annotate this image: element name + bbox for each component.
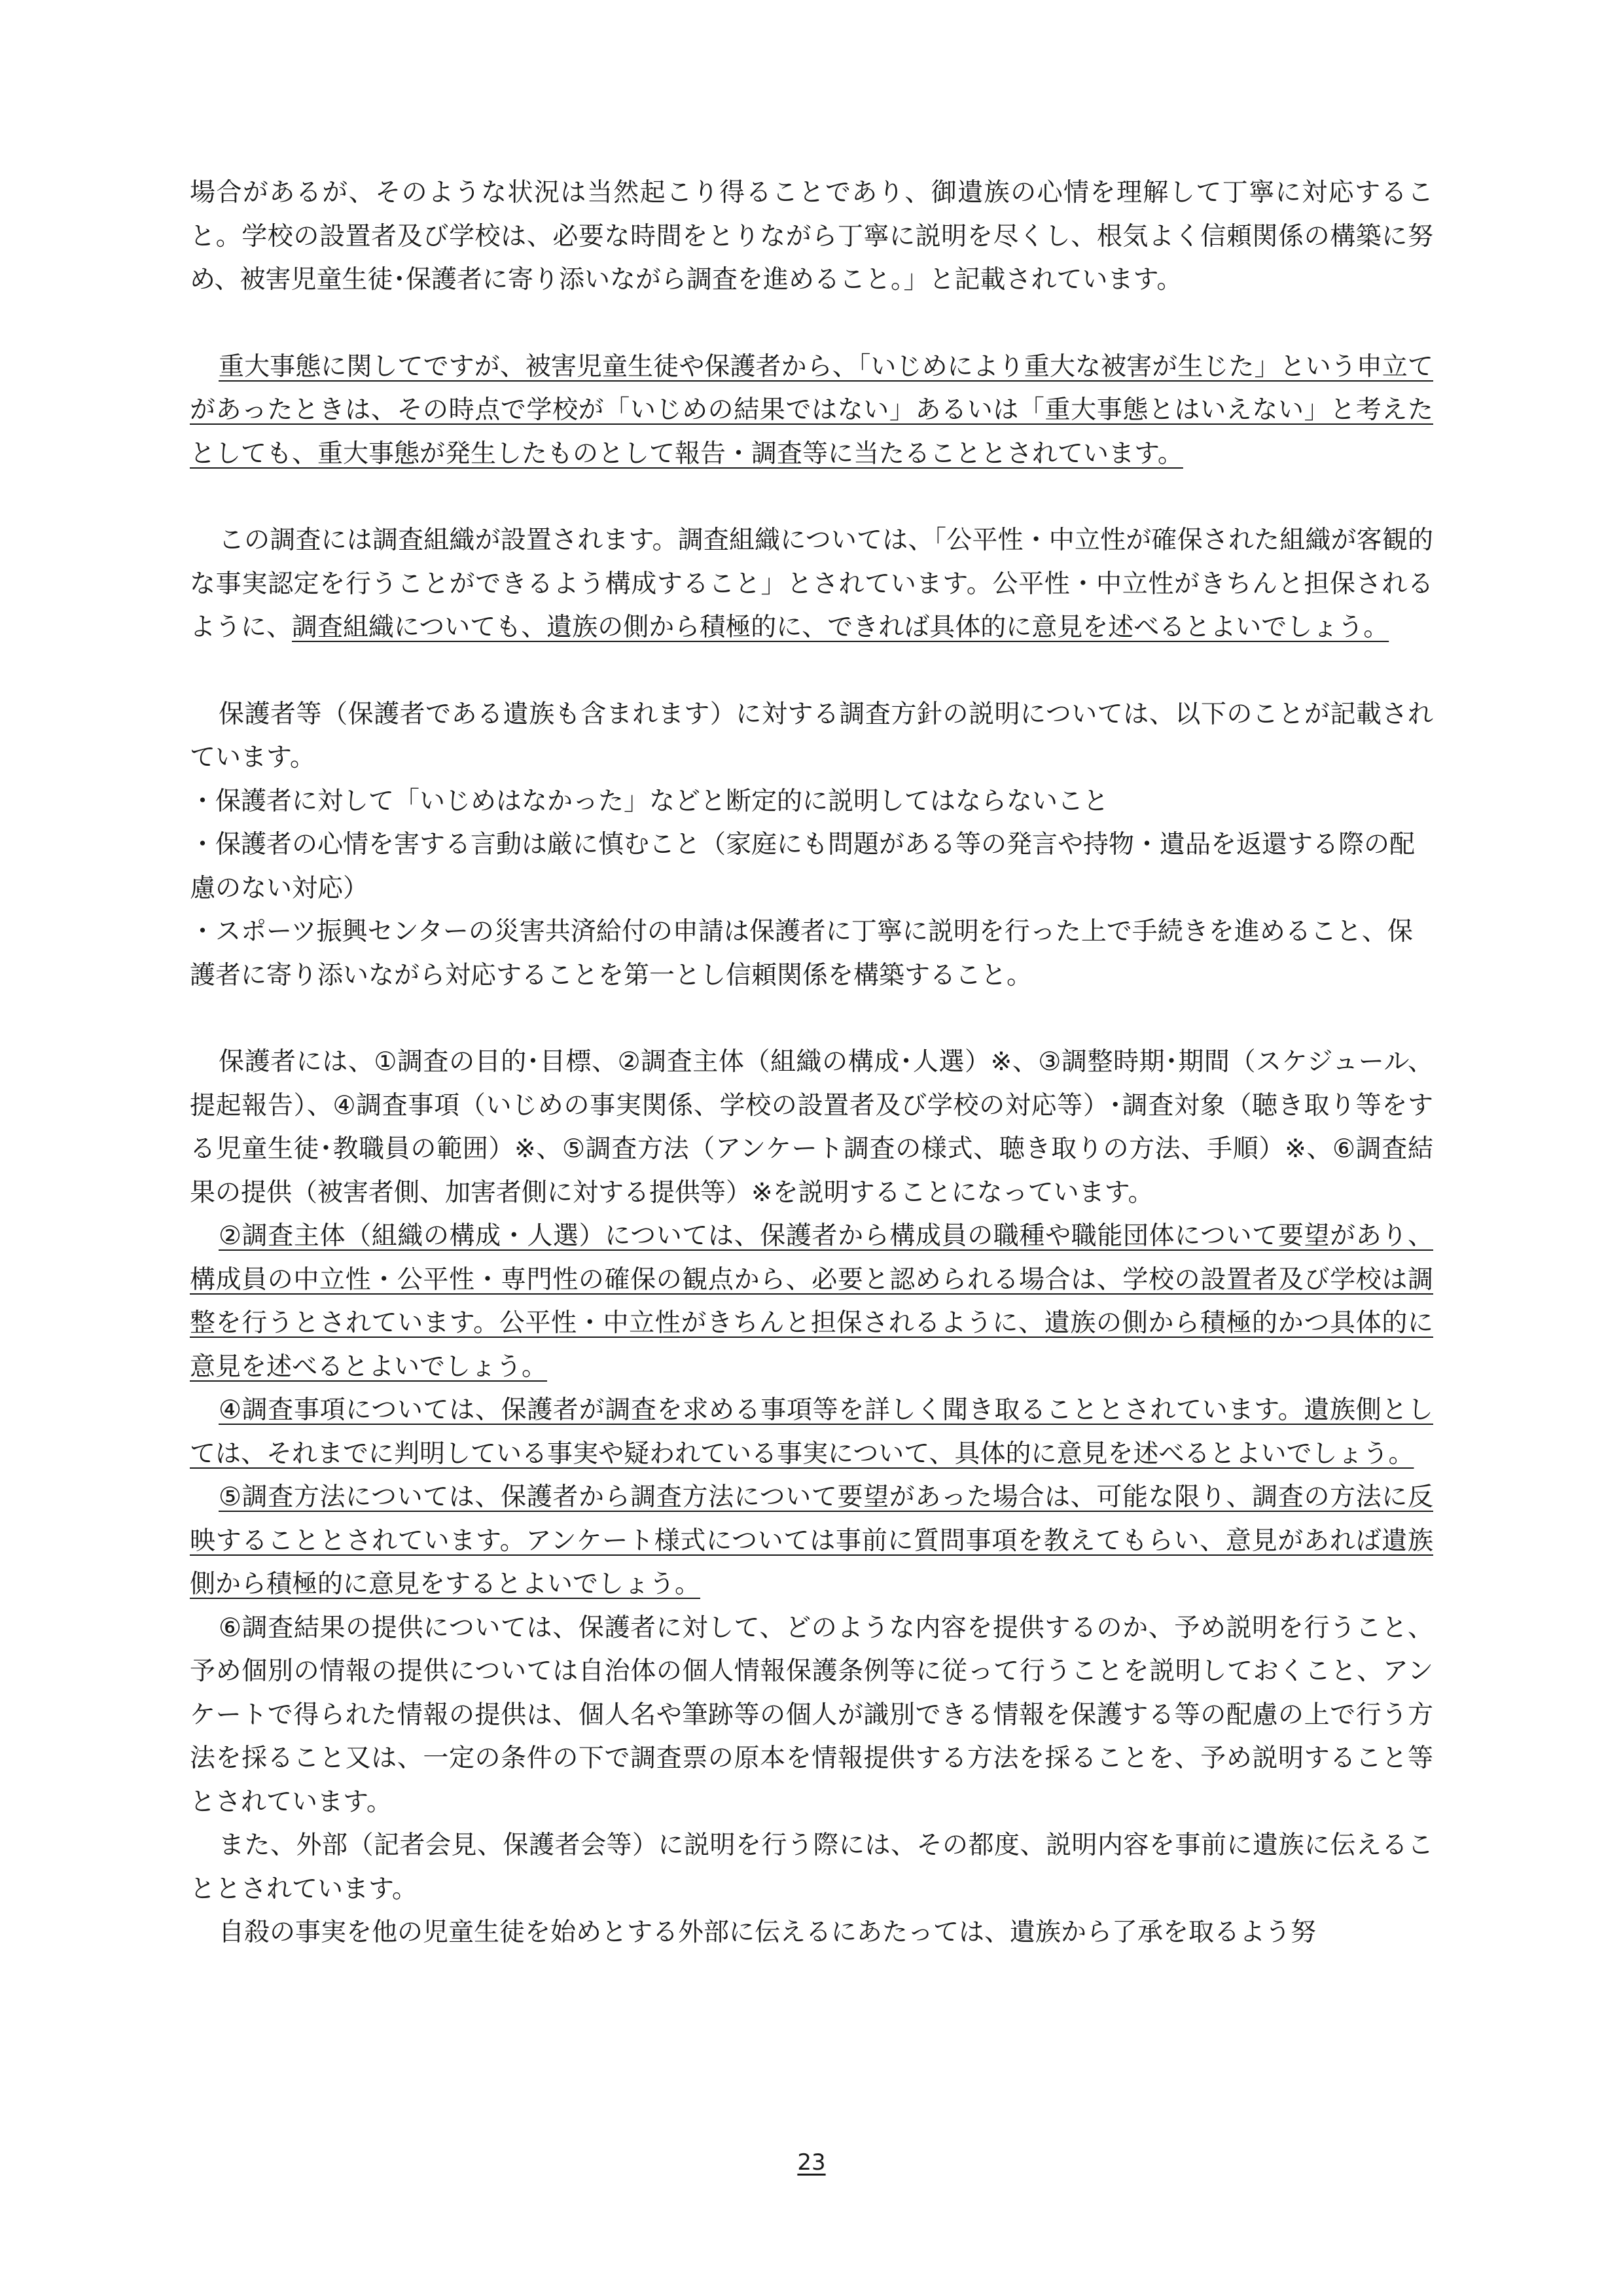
paragraph-investigation-organization [190,519,1433,650]
paragraph-serious-incident [190,346,1433,476]
underlined-text: ②調査主体（組織の構成・人選）については、保護者から構成員の職種や職能団体について要望があり、構成員の中立性・公平性・専門性の確保の観点から、必要と認められる場合は、学校の設置者及び学校は調整を行うとされています。公平性・中立性がきちんと担保されるように、遺族の側から積極的かつ具体的に意見を述べるとよいでしょう。 [190,1221,1433,1382]
paragraph-explanation-policy: 保護者等（保護者である遺族も含まれます）に対する調査方針の説明については、以下のことが記載されています。 [190,699,1433,772]
underlined-text: 調査組織についても、遺族の側から積極的に、できれば具体的に意見を述べるとよいでしょう。 [292,613,1389,642]
bullet-item: ・スポーツ振興センターの災害共済給付の申請は保護者に丁寧に説明を行った上で手続きを進めること、保護者に寄り添いながら対応することを第一とし信頼関係を構築すること。 [190,917,1413,990]
bullet-item: ・保護者に対して「いじめはなかった」などと断定的に説明してはならないこと [190,786,1109,816]
paragraph-gap [190,650,1433,693]
paragraph-results-provision: ⑥調査結果の提供については、保護者に対して、どのような内容を提供するのか、予め説明を行うこと、予め個別の情報の提供については自治体の個人情報保護条例等に従って行うことを説明しておくこと、アンケートで得られた情報の提供は、個人名や筆跡等の個人が識別できる情報を保護する等の配慮の上で行う方法を採ること又は、一定の条件の下で調査票の原本を情報提供する方法を採ることを、予め説明すること等とされています。 [190,1613,1433,1817]
paragraph-gap [190,997,1433,1041]
page-number [0,2149,1623,2176]
paragraph-suicide-disclosure: 自殺の事実を他の児童生徒を始めとする外部に伝えるにあたっては、遺族から了承を取るよう努 [219,1918,1317,1947]
paragraph-gap [190,302,1433,346]
paragraph-continuation: 場合があるが、そのような状況は当然起こり得ることであり、御遺族の心情を理解して丁寧に対応すること。学校の設置者及び学校は、必要な時間をとりながら丁寧に説明を尽くし、根気よく信頼関係の構築に努め、被害児童生徒･保護者に寄り添いながら調査を進めること。」と記載されています。 [190,178,1433,295]
underlined-text: ⑤調査方法については、保護者から調査方法について要望があった場合は、可能な限り、調査の方法に反映することとされています。アンケート様式については事前に質問事項を教えてもらい、意見があれば遺族側から積極的に意見をするとよいでしょう。 [190,1482,1433,1599]
page-number-text: 23 [797,2149,826,2176]
paragraph-external-explanation: また、外部（記者会見、保護者会等）に説明を行う際には、その都度、説明内容を事前に遺族に伝えることとされています。 [190,1831,1433,1904]
plain-text: この調査には調査組織が設置されます。調査組織については、「公平性・中立性が確保された組織が客観的な事実認定を行うことができるよう構成すること」とされています。公平性・中立性がきちんと担保されるように、 [190,526,1433,642]
underlined-text: 重大事態に関してですが、被害児童生徒や保護者から、「いじめにより重大な被害が生じた」という申立てがあったときは、その時点で学校が「いじめの結果ではない」あるいは「重大事態とはいえない」と考えたとしても、重大事態が発生したものとして報告・調査等に当たることとされています。 [190,351,1433,469]
document-body [190,171,1433,1955]
paragraph-guardian-items: 保護者には、①調査の目的･目標、②調査主体（組織の構成･人選）※、③調整時期･期間（スケジュール、提起報告）、④調査事項（いじめの事実関係、学校の設置者及び学校の対応等）･調査対象（聴き取り等をする児童生徒･教職員の範囲）※、⑤調査方法（アンケート調査の様式、聴き取りの方法、手順）※、⑥調査結果の提供（被害者側、加害者側に対する提供等）※を説明することになっています。 [190,1047,1433,1208]
bullet-item: ・保護者の心情を害する言動は厳に慎むこと（家庭にも問題がある等の発言や持物・遺品を返還する際の配慮のない対応） [190,830,1416,903]
paragraph-investigation-method [190,1476,1433,1607]
paragraph-investigation-matters [190,1389,1433,1476]
paragraph-investigation-subject [190,1215,1433,1389]
paragraph-gap [190,476,1433,519]
underlined-text: ④調査事項については、保護者が調査を求める事項等を詳しく聞き取ることとされています。遺族側としては、それまでに判明している事実や疑われている事実について、具体的に意見を述べるとよいでしょう。 [190,1395,1433,1469]
